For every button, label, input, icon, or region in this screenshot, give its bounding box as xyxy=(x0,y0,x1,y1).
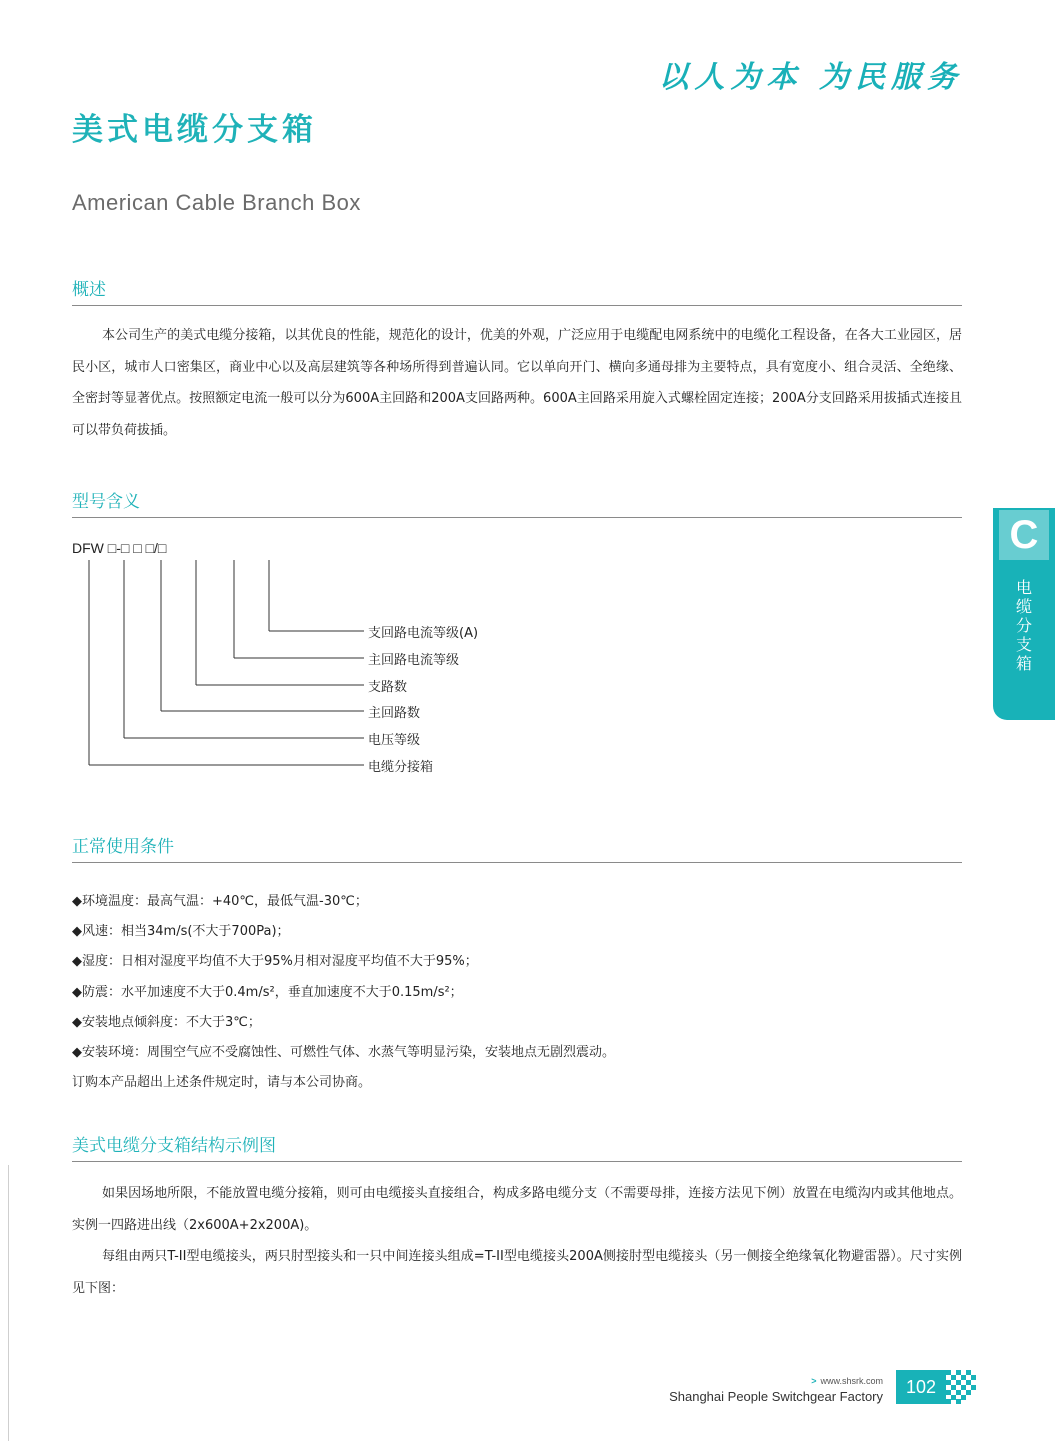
page-subtitle-en: American Cable Branch Box xyxy=(72,190,361,215)
footer-url xyxy=(811,1376,883,1386)
slogan: 以人为本 为民服务 xyxy=(658,60,963,95)
chapter-title xyxy=(993,578,1055,673)
chapter-tab xyxy=(993,508,1055,720)
condition-note: 订购本产品超出上述条件规定时，请与本公司协商。 xyxy=(72,1075,372,1090)
model-label-main-current: 主回路电流等级 xyxy=(368,653,460,668)
structure-text-1: 如果因场地所限，不能放置电缆分接箱，则可由电缆接头直接组合，构成多路电缆分支（不需要母排，连接方法见下例）放置在电缆沟内或其他地点。实例一四路进出线（2x600A+2x200A)。 xyxy=(72,1186,962,1233)
checker-pattern-icon xyxy=(946,1370,978,1404)
model-label-branch-count: 支路数 xyxy=(368,680,408,695)
section-heading-overview: 概述 xyxy=(72,275,962,306)
overview-text: 本公司生产的美式电缆分接箱，以其优良的性能，规范化的设计，优美的外观，广泛应用于电缆配电网系统中的电缆化工程设备，在各大工业园区，居民小区，城市人口密集区，商业中心以及高层建筑等各种场所得到普遍认同。它以单向开门、横向多通母排为主要特点，具有宽度小、组合灵活、全绝缘、全密封等显著优点。按照额定电流一般可以分为600A主回路和200A支回路两种。600A主回路采用旋入式螺栓固定连接；200A分支回路采用拔插式连接且可以带负荷拔插。 xyxy=(72,328,962,438)
model-label-branch-current: 支回路电流等级(A) xyxy=(368,626,479,641)
section-heading-structure: 美式电缆分支箱结构示例图 xyxy=(72,1131,962,1162)
arrow-icon: > xyxy=(811,1376,817,1386)
condition-item: ◆环境温度：最高气温：+40℃，最低气温-30℃； xyxy=(72,894,368,909)
chapter-title-char: 电 xyxy=(1015,578,1032,597)
page-number: 102 xyxy=(896,1370,946,1404)
condition-item: ◆风速：相当34m/s(不大于700Pa)； xyxy=(72,924,290,939)
structure-paragraph-1 xyxy=(72,1178,962,1241)
page-title: 美式电缆分支箱 xyxy=(72,112,317,148)
chapter-title-char: 箱 xyxy=(1015,654,1032,673)
margin-rule xyxy=(8,1165,9,1441)
model-code: DFW □-□ □ □/□ xyxy=(72,540,167,556)
chapter-title-char: 分 xyxy=(1015,616,1032,635)
footer-url-text: www.shsrk.com xyxy=(820,1376,883,1386)
condition-item: ◆安装环境：周围空气应不受腐蚀性、可燃性气体、水蒸气等明显污染，安装地点无剧烈震动。 xyxy=(72,1045,615,1060)
structure-paragraph-2 xyxy=(72,1241,962,1304)
condition-item: ◆湿度：日相对湿度平均值不大于95%月相对湿度平均值不大于95%； xyxy=(72,954,478,969)
model-label-main-count: 主回路数 xyxy=(368,706,421,721)
model-label-voltage: 电压等级 xyxy=(368,733,421,748)
chapter-title-char: 缆 xyxy=(1015,597,1032,616)
condition-item: ◆防震：水平加速度不大于0.4m/s²，垂直加速度不大于0.15m/s²； xyxy=(72,985,463,1000)
section-heading-model: 型号含义 xyxy=(72,487,962,518)
structure-text-2: 每组由两只T-II型电缆接头，两只肘型接头和一只中间连接头组成=T-II型电缆接头200A侧接肘型电缆接头（另一侧接全绝缘氧化物避雷器）。尺寸实例见下图： xyxy=(72,1249,962,1296)
condition-item: ◆安装地点倾斜度：不大于3℃； xyxy=(72,1015,261,1030)
section-heading-conditions: 正常使用条件 xyxy=(72,832,962,863)
chapter-title-char: 支 xyxy=(1015,635,1032,654)
footer-company: Shanghai People Switchgear Factory xyxy=(669,1389,883,1404)
chapter-letter: C xyxy=(1009,513,1039,557)
model-label-box: 电缆分接箱 xyxy=(368,760,434,775)
